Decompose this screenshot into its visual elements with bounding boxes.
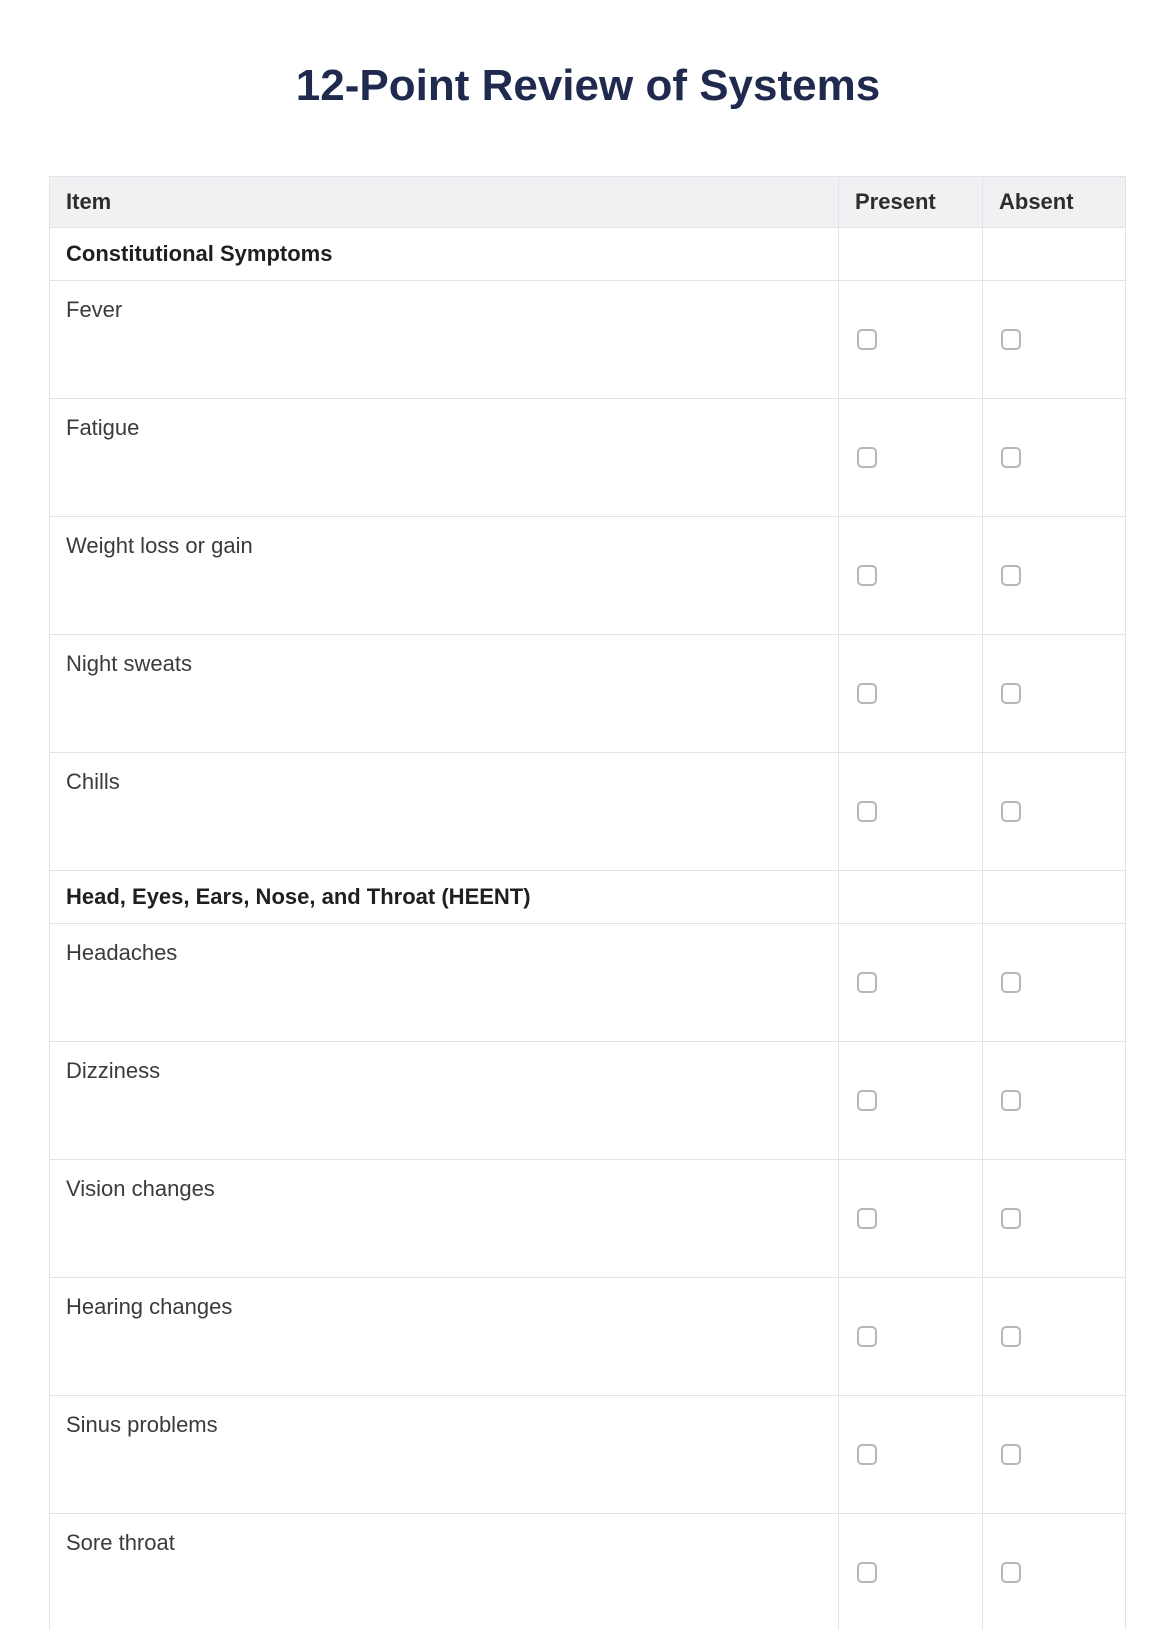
section-row [50, 228, 1126, 281]
present-cell [839, 1160, 983, 1278]
item-label: Night sweats [50, 635, 839, 753]
present-checkbox[interactable] [857, 565, 877, 586]
present-checkbox[interactable] [857, 447, 877, 468]
absent-checkbox[interactable] [1001, 801, 1021, 822]
section-absent-cell [983, 228, 1126, 281]
item-label: Dizziness [50, 1042, 839, 1160]
present-cell [839, 924, 983, 1042]
table-body [50, 228, 1126, 1630]
table-row [50, 1396, 1126, 1514]
item-label: Fever [50, 281, 839, 399]
item-label: Fatigue [50, 399, 839, 517]
item-label: Sore throat [50, 1514, 839, 1630]
present-cell [839, 1042, 983, 1160]
present-checkbox[interactable] [857, 1208, 877, 1229]
column-header-absent: Absent [983, 177, 1126, 228]
table-row [50, 1160, 1126, 1278]
present-checkbox[interactable] [857, 1562, 877, 1583]
table-row [50, 753, 1126, 871]
present-cell [839, 517, 983, 635]
item-label: Hearing changes [50, 1278, 839, 1396]
section-row [50, 871, 1126, 924]
absent-cell [983, 399, 1126, 517]
section-present-cell [839, 871, 983, 924]
absent-checkbox[interactable] [1001, 329, 1021, 350]
table-row [50, 1042, 1126, 1160]
absent-cell [983, 1160, 1126, 1278]
present-checkbox[interactable] [857, 972, 877, 993]
present-cell [839, 635, 983, 753]
item-label: Headaches [50, 924, 839, 1042]
table-row [50, 281, 1126, 399]
absent-checkbox[interactable] [1001, 1326, 1021, 1347]
absent-cell [983, 517, 1126, 635]
absent-cell [983, 1042, 1126, 1160]
table-row [50, 1514, 1126, 1630]
table-header-row [50, 177, 1126, 228]
present-cell [839, 281, 983, 399]
present-cell [839, 1514, 983, 1630]
present-cell [839, 753, 983, 871]
present-checkbox[interactable] [857, 1326, 877, 1347]
section-label: Head, Eyes, Ears, Nose, and Throat (HEENT) [50, 871, 839, 924]
present-checkbox[interactable] [857, 801, 877, 822]
item-label: Sinus problems [50, 1396, 839, 1514]
present-checkbox[interactable] [857, 329, 877, 350]
item-label: Chills [50, 753, 839, 871]
present-cell [839, 1278, 983, 1396]
present-checkbox[interactable] [857, 1444, 877, 1465]
absent-cell [983, 281, 1126, 399]
absent-cell [983, 1514, 1126, 1630]
table-row [50, 1278, 1126, 1396]
table-row [50, 924, 1126, 1042]
table-row [50, 517, 1126, 635]
absent-checkbox[interactable] [1001, 1562, 1021, 1583]
table-row [50, 399, 1126, 517]
section-absent-cell [983, 871, 1126, 924]
column-header-present: Present [839, 177, 983, 228]
absent-checkbox[interactable] [1001, 1090, 1021, 1111]
absent-cell [983, 1396, 1126, 1514]
absent-checkbox[interactable] [1001, 972, 1021, 993]
absent-checkbox[interactable] [1001, 447, 1021, 468]
item-label: Weight loss or gain [50, 517, 839, 635]
section-label: Constitutional Symptoms [50, 228, 839, 281]
present-checkbox[interactable] [857, 683, 877, 704]
absent-checkbox[interactable] [1001, 1208, 1021, 1229]
present-cell [839, 1396, 983, 1514]
present-checkbox[interactable] [857, 1090, 877, 1111]
table-row [50, 635, 1126, 753]
absent-checkbox[interactable] [1001, 683, 1021, 704]
column-header-item: Item [50, 177, 839, 228]
absent-cell [983, 1278, 1126, 1396]
absent-cell [983, 753, 1126, 871]
item-label: Vision changes [50, 1160, 839, 1278]
review-of-systems-table [49, 176, 1126, 1630]
section-present-cell [839, 228, 983, 281]
absent-checkbox[interactable] [1001, 1444, 1021, 1465]
absent-cell [983, 635, 1126, 753]
absent-checkbox[interactable] [1001, 565, 1021, 586]
page-title: 12-Point Review of Systems [295, 61, 881, 110]
absent-cell [983, 924, 1126, 1042]
present-cell [839, 399, 983, 517]
